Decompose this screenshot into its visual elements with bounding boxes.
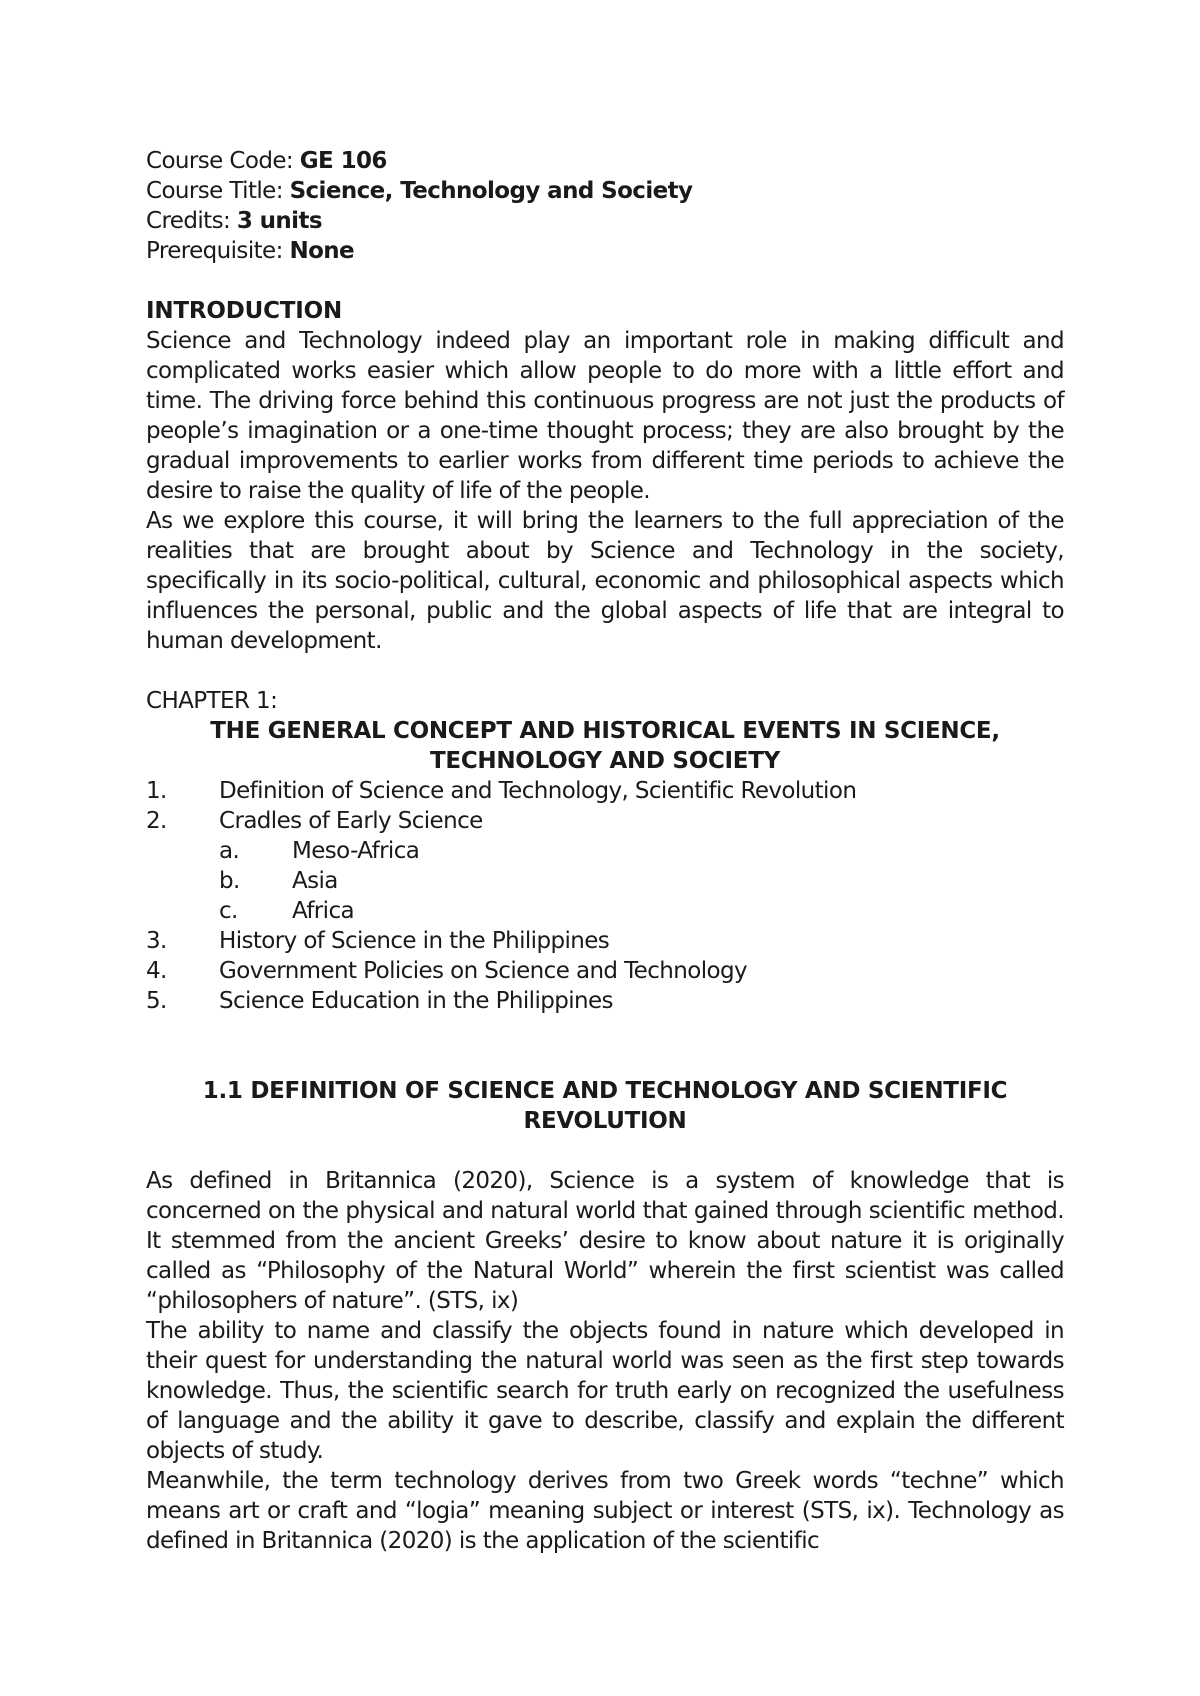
outline-number: 4. — [146, 958, 167, 984]
course-title-line — [146, 176, 1064, 206]
outline-item — [146, 776, 1064, 806]
spacer — [146, 266, 1064, 296]
prerequisite-line — [146, 236, 1064, 266]
course-code-value: GE 106 — [299, 148, 387, 174]
outline-item — [146, 956, 1064, 986]
outline-text: Africa — [292, 898, 354, 924]
outline-letter: a. — [219, 838, 240, 864]
outline-number: 1. — [146, 778, 167, 804]
outline-number: 5. — [146, 988, 167, 1014]
prerequisite-label: Prerequisite: — [146, 238, 290, 264]
outline-text: Cradles of Early Science — [219, 808, 483, 834]
outline-letter: b. — [219, 868, 240, 894]
outline-number: 2. — [146, 808, 167, 834]
spacer — [146, 656, 1064, 686]
outline-text: Asia — [292, 868, 338, 894]
section-paragraph: As defined in Britannica (2020), Science is a system of knowledge that is concerned on the physical and natural world that gained through scientific method. It stemmed from the ancient Greeks’ desire to know about nature it is originally called as “Philosophy of the Natural World” wherein the first scientist was called “philosophers of nature”. (STS, ix) — [146, 1168, 1064, 1314]
chapter-title: THE GENERAL CONCEPT AND HISTORICAL EVENTS IN SCIENCE, TECHNOLOGY AND SOCIETY — [210, 718, 1000, 774]
credits-label: Credits: — [146, 208, 237, 234]
outline-number: 3. — [146, 928, 167, 954]
introduction-paragraph: Science and Technology indeed play an important role in making difficult and complicated works easier which allow people to do more with a little effort and time. The driving force behind this continuous progress are not just the products of people’s imagination or a one-time thought process; they are also brought by the gradual improvements to earlier works from different time periods to achieve the desire to raise the quality of life of the people. — [146, 328, 1064, 504]
outline-text: History of Science in the Philippines — [219, 928, 610, 954]
outline-text: Definition of Science and Technology, Scientific Revolution — [219, 778, 857, 804]
outline-item — [146, 806, 1064, 836]
outline-item — [146, 926, 1064, 956]
outline-subitem — [146, 836, 1064, 866]
credits-line — [146, 206, 1064, 236]
outline-text: Government Policies on Science and Technology — [219, 958, 747, 984]
outline-letter: c. — [219, 898, 238, 924]
chapter-label: CHAPTER 1: — [146, 688, 278, 714]
credits-value: 3 units — [236, 208, 322, 234]
course-code-label: Course Code: — [146, 148, 300, 174]
course-title-value: Science, Technology and Society — [289, 178, 693, 204]
spacer — [146, 1016, 1064, 1046]
chapter-outline — [146, 776, 1064, 1016]
introduction-paragraph: As we explore this course, it will bring the learners to the full appreciation of the realities that are brought about by Science and Technology in the society, specifically in its socio-political, cultural, economic and philosophical aspects which influences the personal, public and the global aspects of life that are integral to human development. — [146, 508, 1064, 654]
outline-text: Meso-Africa — [292, 838, 420, 864]
outline-item — [146, 986, 1064, 1016]
prerequisite-value: None — [289, 238, 355, 264]
course-code-line — [146, 146, 1064, 176]
spacer — [146, 1046, 1064, 1076]
outline-text: Science Education in the Philippines — [219, 988, 613, 1014]
document-page — [146, 146, 1064, 1556]
outline-subitem — [146, 866, 1064, 896]
section-paragraph: The ability to name and classify the objects found in nature which developed in their quest for understanding the natural world was seen as the first step towards knowledge. Thus, the scientific search for truth early on recognized the usefulness of language and the ability it gave to describe, classify and explain the different objects of study. — [146, 1318, 1064, 1464]
outline-subitem — [146, 896, 1064, 926]
section-title: 1.1 DEFINITION OF SCIENCE AND TECHNOLOGY AND SCIENTIFIC REVOLUTION — [202, 1078, 1008, 1134]
introduction-heading: INTRODUCTION — [146, 298, 343, 324]
spacer — [146, 1136, 1064, 1166]
course-title-label: Course Title: — [146, 178, 290, 204]
section-paragraph: Meanwhile, the term technology derives from two Greek words “techne” which means art or craft and “logia” meaning subject or interest (STS, ix). Technology as defined in Britannica (2020) is the application of the scientific — [146, 1468, 1064, 1554]
